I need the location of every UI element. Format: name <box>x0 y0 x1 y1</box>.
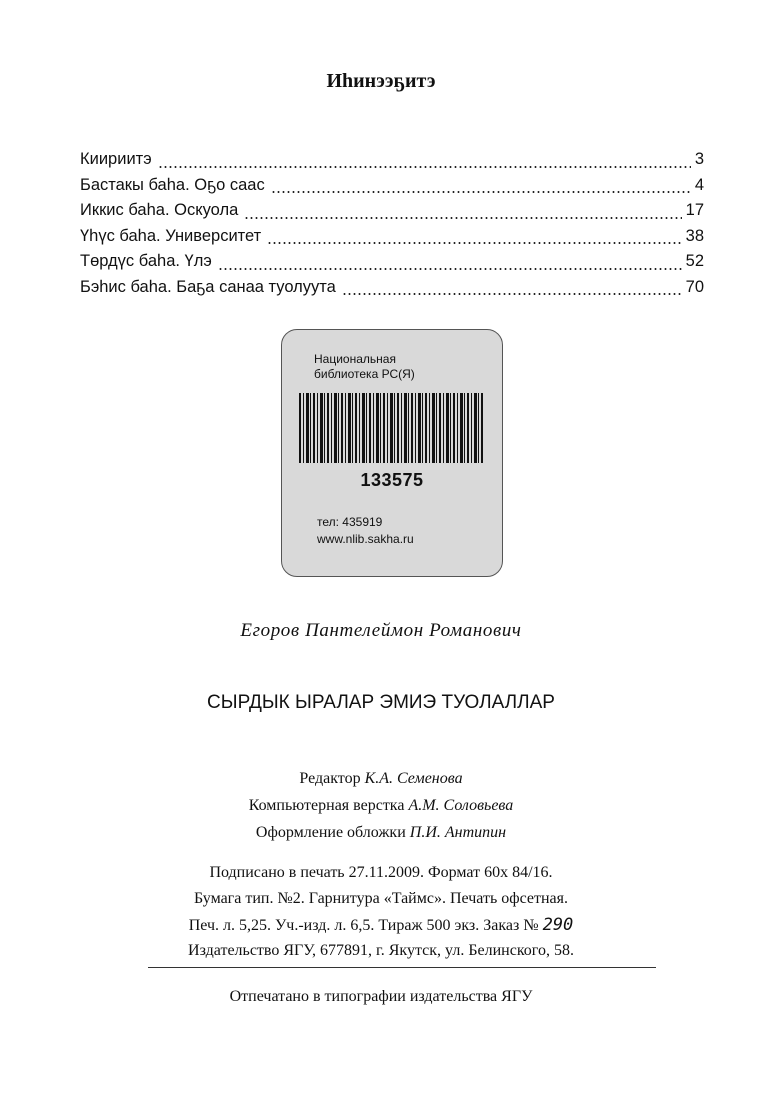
credit-line <box>0 819 762 846</box>
credits <box>0 765 762 846</box>
toc-entry-label: Иккис баһа. Оскуола <box>80 201 239 219</box>
toc-entry-page: 4 <box>694 175 704 194</box>
toc-entry <box>80 201 704 227</box>
credit-name: А.М. Соловьева <box>408 797 514 814</box>
credit-line <box>0 765 762 792</box>
toc-entry-page: 17 <box>685 201 704 219</box>
library-name: Национальная библиотека РС(Я) <box>314 352 415 381</box>
author-name: Егоров Пантелеймон Романович <box>240 620 522 641</box>
table-of-contents <box>80 150 704 303</box>
library-url: www.nlib.sakha.ru <box>317 532 414 546</box>
toc-entry-label: Киириитэ <box>80 150 152 168</box>
credit-role: Компьютерная верстка <box>248 797 405 814</box>
toc-leader-dots <box>244 216 681 220</box>
book-title: СЫРДЫК ЫРАЛАР ЭМИЭ ТУОЛАЛЛАР <box>207 692 555 713</box>
library-barcode-sticker <box>281 329 503 577</box>
toc-leader-dots <box>158 165 691 169</box>
toc-entry-label: Үһүс баһа. Университет <box>80 226 262 245</box>
toc-entry-page: 70 <box>685 277 704 296</box>
toc-leader-dots <box>218 267 682 271</box>
credit-name: К.А. Семенова <box>364 770 463 787</box>
handwritten-order-number: 290 <box>542 915 574 935</box>
barcode <box>299 393 484 463</box>
printed-at: Отпечатано в типографии издательства ЯГУ <box>229 988 533 1005</box>
toc-entry <box>80 176 704 202</box>
toc-entry-page: 52 <box>685 252 704 270</box>
divider <box>148 967 656 968</box>
library-phone: тел: 435919 <box>317 515 383 529</box>
toc-entry <box>80 278 704 304</box>
toc-entry <box>80 150 704 176</box>
barcode-number: 133575 <box>360 470 424 490</box>
toc-entry-label: Бэһис баһа. Баҕа санаа туолуута <box>80 277 336 296</box>
credit-role: Оформление обложки <box>255 824 406 841</box>
page-title: Иһинээҕитэ <box>326 70 436 92</box>
toc-entry-page: 3 <box>694 150 704 168</box>
credit-line <box>0 792 762 819</box>
credit-role: Редактор <box>299 770 361 787</box>
imprint-order-text: Печ. л. 5,25. Уч.-изд. л. 6,5. Тираж 500 экз. Заказ № <box>188 917 539 934</box>
toc-entry-label: Бастакы баһа. Оҕо саас <box>80 175 265 194</box>
toc-entry-label: Төрдүс баһа. Үлэ <box>80 252 212 270</box>
imprint-line: Бумага тип. №2. Гарнитура «Таймс». Печать офсетная. <box>193 890 569 907</box>
toc-entry-page: 38 <box>685 226 704 245</box>
toc-leader-dots <box>271 190 691 194</box>
imprint <box>0 860 762 964</box>
imprint-line: Издательство ЯГУ, 677891, г. Якутск, ул. Белинского, 58. <box>188 942 574 959</box>
imprint-line: Подписано в печать 27.11.2009. Формат 60х 84/16. <box>209 864 553 881</box>
toc-entry <box>80 227 704 253</box>
imprint-line <box>0 912 762 938</box>
toc-entry <box>80 252 704 278</box>
credit-name: П.И. Антипин <box>409 824 507 841</box>
toc-leader-dots <box>267 241 681 245</box>
toc-leader-dots <box>342 292 682 296</box>
